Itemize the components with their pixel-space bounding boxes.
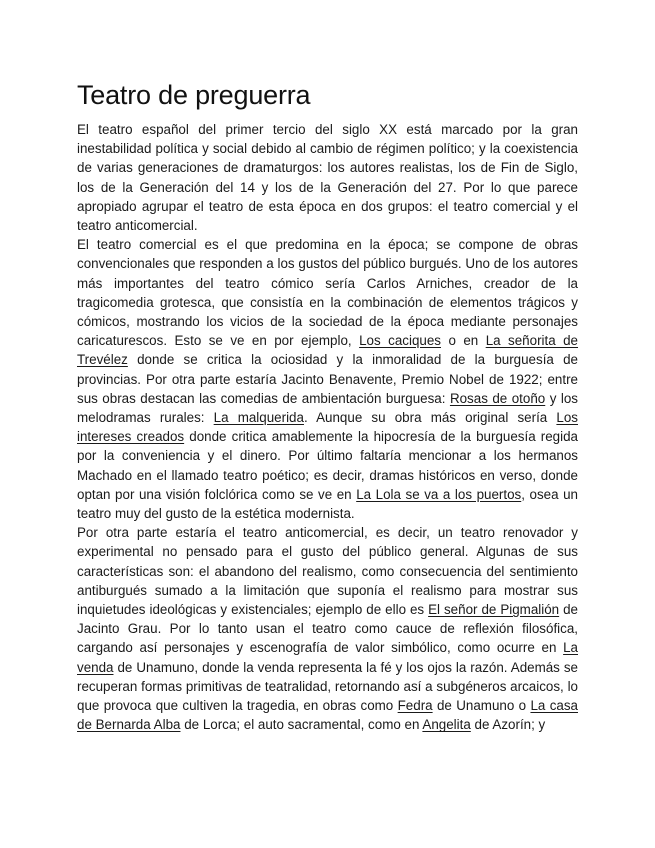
- work-title-los-caciques: Los caciques: [359, 333, 441, 349]
- document-body: [77, 78, 578, 735]
- paragraph-text: donde se critica la ociosidad y la inmoralidad de la burguesía de provincias. Por otra parte estaría Jacinto Benavente, Premio Nobel de 1922; entre sus obras destacan las comedias de ambientación burguesa:: [77, 352, 578, 406]
- paragraph-text: Por otra parte estaría el teatro anticomercial, es decir, un teatro renovador y experimental no pensado para el gusto del público general. Algunas de sus características son: el abandono del realismo, como consecuencia del sentimiento antiburgués sumado a la limitación que suponía el realismo para mostrar sus inquietudes ideológicas y existenciales; ejemplo de ello es: [77, 525, 578, 618]
- paragraph-commercial-theatre: [77, 235, 578, 523]
- paragraph-text: . Aunque su obra más original sería: [303, 410, 557, 426]
- work-title-la-lola-se-va-a-los-puertos: La Lola se va a los puertos: [356, 486, 522, 502]
- work-title-la-malquerida: La malquerida: [213, 410, 304, 426]
- paragraph-text: , osea un teatro muy del gusto de la estética modernista.: [77, 486, 578, 522]
- paragraph-anticommercial-theatre: [77, 523, 578, 734]
- work-title-el-senor-de-pigmalion: El señor de Pigmalión: [428, 602, 560, 618]
- work-title-rosas-de-otono: Rosas de otoño: [449, 390, 546, 406]
- paragraph-text: o en: [441, 333, 486, 349]
- work-title-la-venda: La venda: [77, 640, 578, 675]
- work-title-la-senorita-de-trevelez: La señorita de Trevélez: [77, 333, 579, 368]
- work-title-angelita: Angelita: [422, 717, 471, 733]
- paragraph-text: donde critica amablemente la hipocresía de la burguesía regida por la conveniencia y el dinero. Por último faltaría mencionar a los hermanos Machado en el llamado teatro poético; es decir, dramas históricos en verso, donde optan por una visión folclórica como se ve en: [77, 429, 579, 502]
- paragraph-text: de Unamuno o: [432, 698, 531, 714]
- paragraph-text: de Unamuno, donde la venda representa la fé y los ojos la razón. Además se recuperan formas primitivas de teatralidad, retornando así a subgéneros arcaicos, lo que provoca que cultiven la tragedia, en obras como: [77, 659, 578, 714]
- page-title: Teatro de preguerra: [77, 80, 311, 110]
- paragraph-text: El teatro español del primer tercio del siglo XX está marcado por la gran inestabilidad política y social debido al cambio de régimen político; y la coexistencia de varias generaciones de dramaturgos: los autores realistas, los de Fin de Siglo, los de la Generación del 14 y los de la Generación del 27. Por lo que parece apropiado agrupar el teatro de esta época en dos grupos: el teatro comercial y el teatro anticomercial.: [77, 122, 578, 234]
- paragraph-text: El teatro comercial es el que predomina en la época; se compone de obras convencionales que responden a los gustos del público burgués. Uno de los autores más importantes del teatro cómico sería Carlos Arniches, creador de la tragicomedia grotesca, que consistía en la combinación de elementos trágicos y cómicos, mostrando los vicios de la sociedad de la época mediante personajes caricaturescos. Esto se ve en por ejemplo,: [77, 237, 578, 349]
- paragraph-text: y los melodramas rurales:: [77, 390, 578, 426]
- paragraph-intro: [77, 120, 578, 235]
- paragraph-text: de Azorín; y: [470, 717, 546, 733]
- paragraph-text: de Jacinto Grau. Por lo tanto usan el teatro como cauce de reflexión filosófica, cargando así personajes y escenografía de valor simbólico, como ocurre en: [77, 602, 578, 656]
- paragraph-text: de Lorca; el auto sacramental, como en: [180, 717, 423, 733]
- work-title-la-casa-de-bernarda-alba: La casa de Bernarda Alba: [77, 698, 578, 733]
- work-title-fedra: Fedra: [397, 698, 433, 714]
- work-title-los-intereses-creados: Los intereses creados: [77, 410, 578, 445]
